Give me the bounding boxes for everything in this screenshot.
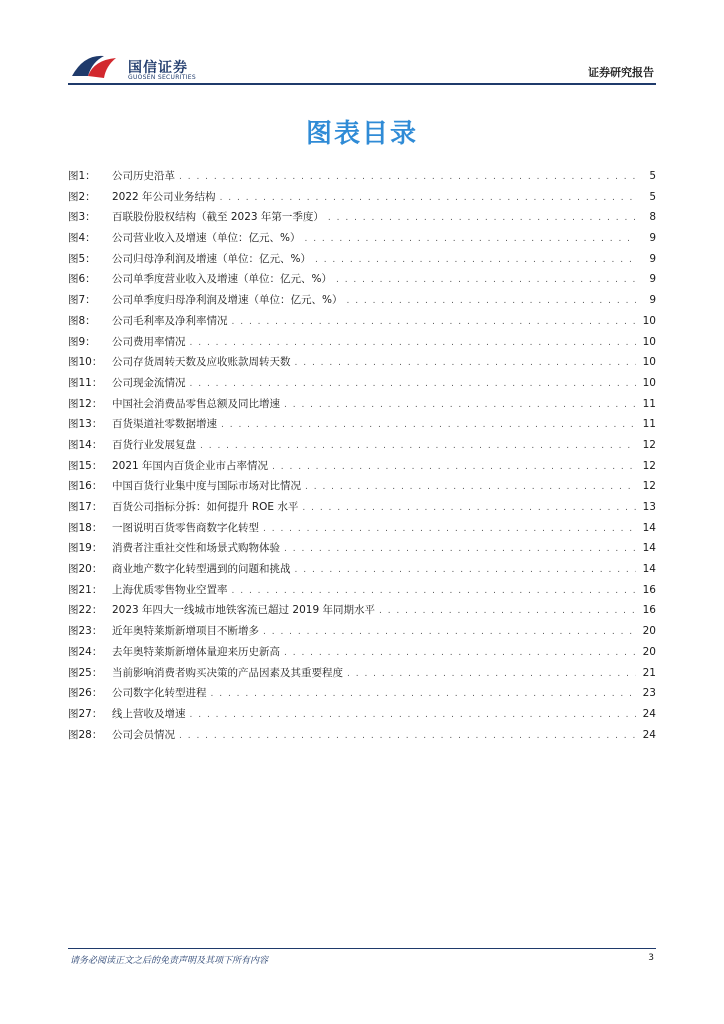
toc-entry[interactable]	[68, 665, 656, 686]
toc-title: 图表目录	[305, 119, 418, 149]
toc-entry-leader	[232, 586, 637, 596]
toc-entry-leader	[305, 482, 636, 492]
toc-entry-page: 9	[649, 232, 656, 245]
toc-entry[interactable]	[68, 313, 656, 334]
toc-entry[interactable]	[68, 396, 656, 417]
toc-entry-title: 公司归母净利润及增速（单位：亿元、%）	[112, 252, 311, 265]
toc-entry-title: 公司单季度营业收入及增速（单位：亿元、%）	[112, 273, 332, 286]
toc-entry-label: 图25：	[68, 666, 103, 679]
toc-entry-page: 9	[649, 273, 656, 286]
toc-entry[interactable]	[68, 582, 656, 603]
toc-entry-leader	[232, 317, 637, 327]
toc-entry-label: 图7：	[68, 294, 96, 307]
toc-entry-title: 公司存货周转天数及应收账款周转天数	[112, 356, 291, 369]
toc-entry[interactable]	[68, 416, 656, 437]
toc-entry-leader	[179, 731, 636, 741]
toc-entry[interactable]	[68, 271, 656, 292]
toc-entry-page: 10	[642, 314, 656, 327]
toc-entry-leader	[263, 627, 636, 637]
toc-entry-label: 图12：	[68, 397, 103, 410]
page-number: 3	[648, 953, 654, 963]
toc-entry[interactable]	[68, 251, 656, 272]
toc-entry-title: 2023 年四大一线城市地铁客流已超过 2019 年同期水平	[112, 604, 375, 617]
toc-entry[interactable]	[68, 727, 656, 748]
toc-entry-leader	[284, 544, 636, 554]
toc-entry-label: 图13：	[68, 418, 103, 431]
toc-entry-label: 图17：	[68, 501, 103, 513]
toc-entry-page: 9	[649, 252, 656, 265]
toc-entry-page: 9	[649, 294, 656, 307]
toc-entry-title: 百联股份股权结构（截至 2023 年第一季度）	[112, 211, 324, 224]
guosen-logo	[70, 50, 230, 86]
toc-entry-label: 图21：	[68, 583, 103, 596]
toc-entry-page: 12	[642, 459, 656, 472]
toc-entry-page: 20	[642, 645, 656, 658]
toc-entry-title: 一图说明百货零售商数字化转型	[112, 521, 259, 534]
toc-entry-leader	[336, 275, 636, 285]
toc-entry-label: 图22：	[68, 604, 103, 617]
toc-entry-page: 20	[642, 625, 656, 638]
toc-entry[interactable]	[68, 602, 656, 623]
toc-entry-label: 图28：	[68, 728, 103, 741]
header-divider	[68, 83, 656, 85]
toc-entry-title: 公司历史沿革	[112, 170, 175, 182]
toc-entry-page: 5	[649, 190, 656, 203]
logo-english-name: GUOSEN SECURITIES	[128, 74, 197, 81]
toc-entry[interactable]	[68, 458, 656, 479]
report-type-label: 证券研究报告	[588, 66, 654, 79]
toc-list	[68, 168, 656, 747]
toc-entry[interactable]	[68, 644, 656, 665]
toc-entry-title: 百货行业发展复盘	[112, 438, 196, 451]
toc-entry[interactable]	[68, 354, 656, 375]
toc-entry[interactable]	[68, 292, 656, 313]
toc-entry-page: 11	[642, 418, 656, 431]
toc-entry-leader	[379, 606, 636, 616]
toc-entry-label: 图18：	[68, 521, 103, 534]
toc-entry-leader	[220, 193, 636, 203]
toc-entry-title: 公司会员情况	[112, 728, 175, 741]
toc-entry[interactable]	[68, 520, 656, 541]
toc-entry-title: 百货公司指标分拆：如何提升 ROE 水平	[112, 501, 299, 513]
toc-entry-label: 图20：	[68, 563, 103, 576]
toc-entry-label: 图27：	[68, 707, 103, 720]
toc-entry-page: 16	[642, 583, 656, 596]
toc-entry-title: 商业地产数字化转型遇到的问题和挑战	[112, 563, 291, 576]
toc-entry[interactable]	[68, 478, 656, 499]
toc-entry-label: 图23：	[68, 625, 103, 638]
toc-entry-leader	[284, 648, 636, 658]
toc-entry-page: 23	[642, 687, 656, 700]
toc-entry-label: 图9：	[68, 335, 96, 348]
toc-entry-page: 10	[642, 356, 656, 369]
toc-entry[interactable]	[68, 437, 656, 458]
toc-entry[interactable]	[68, 499, 656, 520]
toc-entry-leader	[295, 565, 637, 575]
toc-entry-label: 图3：	[68, 211, 96, 224]
toc-entry-label: 图6：	[68, 273, 96, 286]
toc-entry-leader	[328, 213, 636, 223]
toc-entry-label: 图26：	[68, 687, 103, 700]
toc-entry-title: 公司单季度归母净利润及增速（单位：亿元、%）	[112, 294, 343, 307]
toc-entry-label: 图16：	[68, 480, 103, 493]
toc-entry[interactable]	[68, 168, 656, 189]
toc-entry-leader	[347, 669, 636, 679]
toc-entry-page: 14	[642, 542, 656, 555]
toc-entry-label: 图10：	[68, 356, 103, 369]
toc-entry-leader	[190, 379, 637, 389]
toc-entry-title: 公司费用率情况	[112, 335, 186, 348]
toc-entry-title: 近年奥特莱斯新增项目不断增多	[112, 625, 259, 638]
toc-entry-label: 图15：	[68, 459, 103, 472]
toc-entry-title: 百货渠道社零数据增速	[112, 418, 217, 431]
toc-entry-label: 图24：	[68, 645, 103, 658]
toc-entry-title: 消费者注重社交性和场景式购物体验	[112, 542, 280, 555]
toc-entry-label: 图8：	[68, 314, 96, 327]
toc-entry-label: 图5：	[68, 252, 96, 265]
toc-entry-page: 10	[642, 335, 656, 348]
toc-entry[interactable]	[68, 230, 656, 251]
toc-entry-leader	[221, 420, 636, 430]
toc-entry-label: 图11：	[68, 376, 103, 389]
toc-entry-leader	[272, 462, 636, 472]
toc-entry-leader	[263, 524, 636, 534]
guosen-logo-icon	[70, 50, 122, 82]
toc-entry-leader	[179, 172, 636, 182]
toc-entry-page: 12	[642, 480, 656, 493]
toc-entry[interactable]	[68, 540, 656, 561]
logo-chinese-name: 国信证券	[128, 60, 188, 76]
toc-entry[interactable]	[68, 189, 656, 210]
toc-entry-page: 12	[642, 438, 656, 451]
toc-entry-title: 公司毛利率及净利率情况	[112, 314, 228, 327]
toc-entry[interactable]	[68, 209, 656, 230]
toc-entry-title: 公司营业收入及增速（单位：亿元、%）	[112, 232, 301, 245]
toc-entry-page: 21	[642, 666, 656, 679]
toc-entry-label: 图14：	[68, 438, 103, 451]
toc-entry-label: 图2：	[68, 190, 96, 203]
toc-entry[interactable]	[68, 706, 656, 727]
toc-entry-page: 24	[642, 728, 656, 741]
toc-entry-page: 14	[642, 563, 656, 576]
toc-entry[interactable]	[68, 685, 656, 706]
toc-entry-title: 中国社会消费品零售总额及同比增速	[112, 397, 280, 410]
toc-entry-label: 图19：	[68, 542, 103, 555]
toc-entry-page: 10	[642, 376, 656, 389]
toc-entry-title: 2021 年国内百货企业市占率情况	[112, 459, 269, 472]
toc-entry-leader	[211, 689, 637, 699]
toc-entry-title: 上海优质零售物业空置率	[112, 583, 228, 596]
toc-entry-title: 中国百货行业集中度与国际市场对比情况	[112, 480, 301, 493]
toc-entry-page: 16	[642, 604, 656, 617]
toc-entry-leader	[190, 710, 637, 720]
toc-entry-label: 图4：	[68, 232, 96, 245]
toc-entry-title: 当前影响消费者购买决策的产品因素及其重要程度	[112, 666, 343, 679]
toc-entry-leader	[315, 255, 636, 265]
toc-entry-page: 14	[642, 521, 656, 534]
toc-entry-title: 2022 年公司业务结构	[112, 190, 216, 203]
toc-entry-leader	[200, 441, 636, 451]
toc-entry-page: 5	[649, 170, 656, 182]
toc-entry-label: 图1：	[68, 170, 96, 182]
toc-entry-title: 线上营收及增速	[112, 707, 186, 720]
toc-entry-page: 8	[649, 211, 656, 224]
footer-divider	[68, 948, 656, 949]
toc-entry-title: 公司现金流情况	[112, 376, 186, 389]
toc-entry-page: 11	[642, 397, 656, 410]
footer-disclaimer: 请务必阅读正文之后的免责声明及其项下所有内容	[70, 956, 269, 966]
toc-entry-leader	[284, 400, 636, 410]
toc-entry[interactable]	[68, 623, 656, 644]
toc-entry-page: 13	[642, 501, 656, 513]
toc-entry-title: 去年奥特莱斯新增体量迎来历史新高	[112, 645, 280, 658]
toc-entry-leader	[302, 503, 636, 513]
toc-entry[interactable]	[68, 375, 656, 396]
toc-entry-title: 公司数字化转型进程	[112, 687, 207, 700]
toc-entry-leader	[295, 358, 637, 368]
toc-entry-leader	[304, 234, 636, 244]
toc-entry-page: 24	[642, 707, 656, 720]
toc-entry-leader	[190, 338, 637, 348]
toc-entry[interactable]	[68, 561, 656, 582]
toc-entry[interactable]	[68, 334, 656, 355]
toc-entry-leader	[346, 296, 636, 306]
page-header	[0, 0, 724, 90]
